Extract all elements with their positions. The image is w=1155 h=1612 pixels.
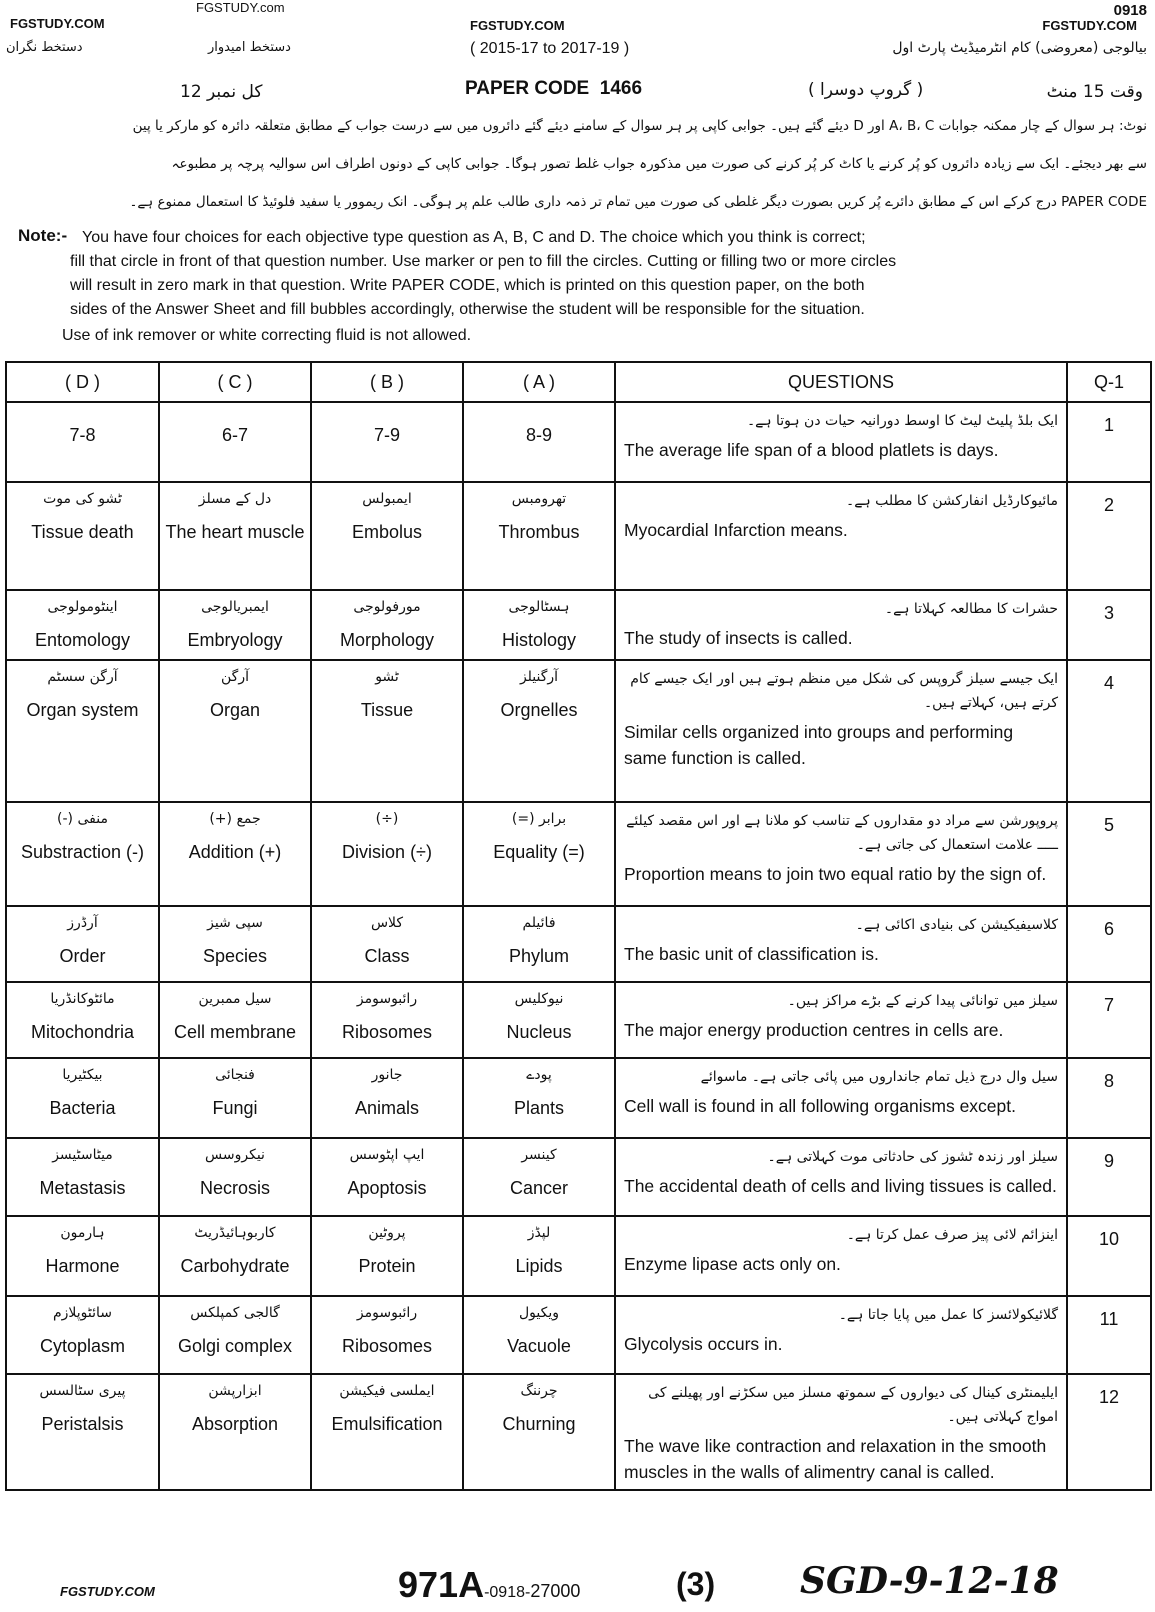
question-english: Cell wall is found in all following organisms except. (624, 1096, 1016, 1116)
option-d-cell (6, 1138, 159, 1216)
option-b-cell (311, 1374, 463, 1490)
option-a-cell (463, 1216, 615, 1296)
option-c-urdu: آرگن (221, 669, 249, 685)
option-d-text: Mitochondria (30, 1022, 135, 1042)
option-b-urdu: جانور (371, 1067, 403, 1083)
table-row (6, 402, 1151, 482)
option-a-urdu: برابر (=) (511, 811, 567, 827)
option-c-cell (159, 590, 311, 660)
option-a-text: Cancer (509, 1178, 569, 1198)
question-urdu: ایک جیسے سیلز گروپس کی شکل میں منظم ہوتے ہیں اور ایک جیسے کام کرتے ہیں، کہلاتے ہیں۔ (630, 671, 1058, 711)
option-d-urdu: اینٹومولوجی (47, 599, 118, 615)
urdu-note-line: نوٹ: ہر سوال کے چار ممکنہ جوابات A، B، C اور D دیئے گئے ہیں۔ جوابی کاپی پر ہر سوال کے سامنے دیئے گئے دائروں میں سے درست جواب کے مطابق متعلقہ دائرہ کو مارکر یا پین (132, 118, 1147, 134)
option-c-cell (159, 1138, 311, 1216)
option-a-urdu: آرگنیلز (519, 669, 559, 685)
table-row (6, 482, 1151, 590)
note-label: Note:- (18, 226, 68, 245)
question-english: Enzyme lipase acts only on. (624, 1254, 841, 1274)
question-english: The major energy production centres in cells are. (624, 1020, 1004, 1040)
option-a-text: Histology (501, 630, 577, 650)
title-urdu: بیالوجی (معروضی) کام انٹرمیڈیٹ پارٹ اول (892, 40, 1147, 56)
question-english: Glycolysis occurs in. (624, 1334, 783, 1354)
time: وقت 15 منٹ (1046, 82, 1143, 102)
option-c-text: Golgi complex (177, 1336, 293, 1356)
question-urdu: سیل وال درج ذیل تمام جانداروں میں پائی جاتی ہے۔ ماسوائے (700, 1069, 1058, 1085)
header-questions: QUESTIONS (615, 362, 1067, 402)
option-d-urdu: بیکٹیریا (62, 1067, 103, 1083)
option-c-text: Necrosis (199, 1178, 270, 1198)
question-english: Proportion means to join two equal ratio by the sign of. (624, 864, 1047, 884)
option-d-urdu: منفی (-) (57, 811, 108, 827)
option-b-urdu: مورفولوجی (353, 599, 421, 615)
option-b-text: Ribosomes (341, 1336, 433, 1356)
option-b-cell (311, 482, 463, 590)
option-a-urdu: ہسٹالوجی (508, 599, 570, 615)
question-cell (615, 1058, 1067, 1138)
option-d-urdu: آرگن سسٹم (47, 669, 118, 685)
option-d-text: 7-8 (69, 425, 96, 445)
table-row (6, 590, 1151, 660)
option-c-cell (159, 906, 311, 982)
option-a-cell (463, 1374, 615, 1490)
option-c-cell (159, 1216, 311, 1296)
question-cell (615, 402, 1067, 482)
option-b-text: Class (364, 946, 410, 966)
option-c-urdu: سیل ممبرین (198, 991, 272, 1007)
question-english: The average life span of a blood platlets is days. (624, 440, 999, 460)
footer-site: FGSTUDY.COM (60, 1584, 155, 1599)
note-line: fill that circle in front of that question number. Use marker or pen to fill the circles. Cutting or filling two or more circles (70, 253, 897, 270)
top-url: FGSTUDY.com (196, 0, 285, 15)
question-urdu: گلائیکولائسز کا عمل میں پایا جاتا ہے۔ (838, 1307, 1058, 1323)
table-row (6, 1374, 1151, 1490)
option-b-cell (311, 1296, 463, 1374)
paper-code: 1466 (599, 78, 643, 99)
option-a-text: Nucleus (506, 1022, 572, 1042)
option-c-urdu: دل کے مسلز (198, 491, 272, 507)
paper-code-label: PAPER CODE (465, 78, 590, 99)
option-d-urdu: آرڈرز (67, 915, 98, 931)
question-english: Myocardial Infarction means. (624, 520, 848, 540)
note-line: sides of the Answer Sheet and fill bubbles accordingly, otherwise the student will be responsible for the situation. (70, 301, 865, 318)
option-d-cell (6, 402, 159, 482)
option-b-text: Morphology (339, 630, 435, 650)
question-urdu: کلاسیفیکیشن کی بنیادی اکائی ہے۔ (855, 917, 1058, 933)
option-c-text: Absorption (191, 1414, 279, 1434)
option-c-text: Cell membrane (173, 1022, 297, 1042)
option-a-text: Plants (513, 1098, 565, 1118)
option-a-urdu: چرننگ (520, 1383, 558, 1399)
option-a-text: Vacuole (507, 1336, 571, 1356)
option-a-cell (463, 906, 615, 982)
session: ( 2015-17 to 2017-19 ) (470, 40, 630, 57)
watermark: FGSTUDY.COM (470, 18, 565, 33)
option-c-cell (159, 1058, 311, 1138)
option-a-cell (463, 660, 615, 802)
option-c-text: The heart muscle (165, 522, 305, 542)
option-b-text: Animals (354, 1098, 420, 1118)
question-number: 5 (1067, 802, 1151, 906)
header-option-c: ( C ) (159, 362, 311, 402)
question-urdu: سیلز میں توانائی پیدا کرنے کے بڑے مراکز ہیں۔ (787, 993, 1058, 1009)
footer-page: (3) (676, 1566, 716, 1602)
option-c-urdu: سپی شیز (207, 915, 263, 931)
option-d-text: Bacteria (49, 1098, 116, 1118)
option-d-cell (6, 660, 159, 802)
option-b-urdu: رائبوسومز (356, 991, 418, 1007)
option-a-cell (463, 802, 615, 906)
question-number: 3 (1067, 590, 1151, 660)
option-d-text: Peristalsis (41, 1414, 124, 1434)
footer-handwriting: SGD-9-12-18 (800, 1560, 1059, 1602)
option-c-urdu: گالجی کمپلکس (190, 1305, 280, 1321)
option-b-text: 7-9 (373, 425, 400, 445)
option-c-cell (159, 982, 311, 1058)
option-a-urdu: کینسر (521, 1147, 557, 1163)
question-english: Similar cells organized into groups and performing same function is called. (624, 722, 1014, 768)
option-a-cell (463, 982, 615, 1058)
option-d-text: Harmone (45, 1256, 120, 1276)
question-number: 10 (1067, 1216, 1151, 1296)
option-b-urdu: پروٹین (368, 1225, 406, 1241)
option-a-urdu: پودے (526, 1067, 552, 1083)
urdu-note-line: سے بھر دیجئے۔ ایک سے زیادہ دائروں کو پُر کرنے یا کاٹ کر پُر کرنے کی صورت میں مذکورہ جواب غلط تصور ہوگا۔ جوابی کاپی کے دونوں اطراف اس سوالیہ پرچہ پر مطبوعہ (171, 156, 1147, 172)
question-cell (615, 660, 1067, 802)
option-a-text: Phylum (508, 946, 570, 966)
option-d-cell (6, 1374, 159, 1490)
question-number: 9 (1067, 1138, 1151, 1216)
urdu-note-line: PAPER CODE درج کرکے اس کے مطابق دائرے پُر کریں بصورت دیگر غلطی کی صورت میں تمام تر ذمہ داری طالب علم پر ہوگی۔ انک ریموور یا سفید فلوئیڈ کا استعمال ممنوع ہے۔ (129, 194, 1147, 210)
option-a-cell (463, 1058, 615, 1138)
option-b-cell (311, 982, 463, 1058)
option-d-cell (6, 590, 159, 660)
option-b-cell (311, 802, 463, 906)
option-c-text: Fungi (212, 1098, 258, 1118)
option-d-urdu: پیری سٹالسس (39, 1383, 126, 1399)
option-a-text: Churning (502, 1414, 576, 1434)
table-row (6, 982, 1151, 1058)
option-c-urdu: کاربوہائیڈریٹ (194, 1225, 276, 1241)
table-row (6, 1138, 1151, 1216)
option-a-text: Equality (=) (493, 842, 585, 862)
option-d-cell (6, 482, 159, 590)
option-a-urdu: لپڈز (527, 1225, 551, 1241)
option-d-text: Metastasis (39, 1178, 126, 1198)
option-b-cell (311, 1058, 463, 1138)
option-d-urdu: میٹاسٹیسز (52, 1147, 113, 1163)
option-a-cell (463, 1138, 615, 1216)
question-cell (615, 982, 1067, 1058)
option-b-urdu: ایپ اپٹوسس (349, 1147, 425, 1163)
question-english: The accidental death of cells and living tissues is called. (624, 1176, 1057, 1196)
option-c-urdu: جمع (+) (209, 811, 261, 827)
table-header-row (6, 362, 1151, 402)
table-row (6, 660, 1151, 802)
option-b-urdu: ایمبولس (362, 491, 412, 507)
option-b-urdu: ایملسی فیکیشن (339, 1383, 435, 1399)
header-qno: Q-1 (1067, 362, 1151, 402)
option-d-cell (6, 802, 159, 906)
option-b-urdu: ٹشو (375, 669, 399, 685)
option-b-urdu: رائبوسومز (356, 1305, 418, 1321)
option-c-cell (159, 482, 311, 590)
question-cell (615, 590, 1067, 660)
question-cell (615, 1138, 1067, 1216)
option-b-cell (311, 906, 463, 982)
question-cell (615, 1296, 1067, 1374)
question-cell (615, 906, 1067, 982)
option-c-text: Organ (209, 700, 261, 720)
option-c-cell (159, 660, 311, 802)
option-d-urdu: ہارمون (60, 1225, 105, 1241)
question-urdu: حشرات کا مطالعہ کہلاتا ہے۔ (884, 601, 1058, 617)
questions-table (5, 361, 1152, 1491)
option-d-urdu: مائٹوکانڈریا (50, 991, 115, 1007)
question-english: The basic unit of classification is. (624, 944, 879, 964)
question-cell (615, 1374, 1067, 1490)
question-urdu: ایلیمنٹری کینال کی دیواروں کے سموتھ مسلز میں سکڑنے اور پھیلنے کی امواج کہلاتی ہیں۔ (648, 1385, 1058, 1425)
question-english: The wave like contraction and relaxation in the smooth muscles in the walls of alimentry canal is called. (624, 1436, 1047, 1482)
table-row (6, 1058, 1151, 1138)
note-line: Use of ink remover or white correcting fluid is not allowed. (62, 327, 472, 344)
table-row (6, 1216, 1151, 1296)
option-b-cell (311, 1216, 463, 1296)
option-c-text: Species (202, 946, 268, 966)
option-d-cell (6, 1296, 159, 1374)
option-a-cell (463, 482, 615, 590)
option-a-urdu: فائیلم (522, 915, 556, 931)
option-c-cell (159, 802, 311, 906)
table-row (6, 802, 1151, 906)
question-number: 11 (1067, 1296, 1151, 1374)
option-c-text: Addition (+) (188, 842, 282, 862)
note-line: will result in zero mark in that question. Write PAPER CODE, which is printed on this question paper, on the both (70, 277, 865, 294)
question-number: 2 (1067, 482, 1151, 590)
option-a-cell (463, 590, 615, 660)
option-c-cell (159, 402, 311, 482)
option-d-cell (6, 1058, 159, 1138)
option-d-text: Cytoplasm (39, 1336, 126, 1356)
footer-code (398, 1564, 580, 1606)
option-b-cell (311, 1138, 463, 1216)
question-english: The study of insects is called. (624, 628, 853, 648)
option-a-text: 8-9 (525, 425, 552, 445)
option-a-urdu: تھرومبس (511, 491, 567, 507)
option-c-urdu: نیکروسس (205, 1147, 265, 1163)
table-row (6, 906, 1151, 982)
option-a-text: Lipids (515, 1256, 563, 1276)
header-option-b: ( B ) (311, 362, 463, 402)
total-marks: کل نمبر 12 (180, 82, 263, 102)
question-urdu: سیلز اور زندہ ٹشوز کی حادثاتی موت کہلاتی ہے۔ (767, 1149, 1058, 1165)
footer-code-big: 971A (398, 1564, 485, 1605)
candidate-sign: دستخط امیدوار (208, 40, 291, 55)
option-d-text: Organ system (26, 700, 139, 720)
option-d-cell (6, 982, 159, 1058)
option-a-urdu: نیوکلیس (514, 991, 564, 1007)
superintendent-sign: دستخط نگران (6, 40, 83, 55)
watermark: FGSTUDY.COM (1042, 18, 1137, 33)
option-b-text: Protein (358, 1256, 416, 1276)
option-a-text: Thrombus (498, 522, 580, 542)
option-b-text: Apoptosis (347, 1178, 427, 1198)
table-row (6, 1296, 1151, 1374)
question-urdu: ایک بلڈ پلیٹ لیٹ کا اوسط دورانیہ حیات دن ہوتا ہے۔ (746, 413, 1058, 429)
option-b-text: Embolus (351, 522, 423, 542)
paper-code-heading (465, 78, 642, 100)
option-d-urdu: ٹشو کی موت (43, 491, 122, 507)
option-d-text: Order (59, 946, 106, 966)
header-option-d: ( D ) (6, 362, 159, 402)
option-d-text: Entomology (34, 630, 131, 650)
option-a-text: Orgnelles (500, 700, 578, 720)
option-c-cell (159, 1374, 311, 1490)
option-b-urdu: (÷) (375, 811, 399, 827)
option-d-text: Tissue death (31, 522, 134, 542)
question-number: 4 (1067, 660, 1151, 802)
option-b-text: Ribosomes (341, 1022, 433, 1042)
question-number: 12 (1067, 1374, 1151, 1490)
header-option-a: ( A ) (463, 362, 615, 402)
option-c-text: Carbohydrate (180, 1256, 290, 1276)
option-a-cell (463, 1296, 615, 1374)
option-c-urdu: ابزارپشن (208, 1383, 262, 1399)
option-b-cell (311, 590, 463, 660)
option-d-urdu: سائٹوپلازم (52, 1305, 113, 1321)
question-number: 6 (1067, 906, 1151, 982)
code-top: 0918 (1113, 2, 1147, 19)
group: ( گروپ دوسرا ) (808, 80, 924, 100)
option-b-urdu: کلاس (370, 915, 404, 931)
option-b-cell (311, 660, 463, 802)
option-c-urdu: فنجائی (215, 1067, 255, 1083)
option-b-text: Division (÷) (342, 842, 432, 862)
footer-code-small: -0918- (484, 1584, 531, 1601)
question-number: 7 (1067, 982, 1151, 1058)
question-cell (615, 802, 1067, 906)
option-a-cell (463, 402, 615, 482)
option-a-urdu: ویکیول (518, 1305, 560, 1321)
footer-count: 27000 (530, 1581, 581, 1601)
question-urdu: پروپورشن سے مراد دو مقداروں کے تناسب کو ملانا ہے اور اس مقصد کیلئے ـــــ علامت استعمال کی جاتی ہے۔ (626, 813, 1058, 853)
question-cell (615, 1216, 1067, 1296)
option-c-text: Embryology (187, 630, 283, 650)
option-c-text: 6-7 (221, 425, 248, 445)
question-number: 8 (1067, 1058, 1151, 1138)
watermark: FGSTUDY.COM (10, 16, 105, 31)
question-urdu: اینزائم لائی پیز صرف عمل کرتا ہے۔ (846, 1227, 1058, 1243)
option-b-cell (311, 402, 463, 482)
note-line: You have four choices for each objective type question as A, B, C and D. The choice which you think is correct; (82, 229, 866, 246)
option-c-urdu: ایمبریالوجی (201, 599, 269, 615)
option-c-cell (159, 1296, 311, 1374)
question-number: 1 (1067, 402, 1151, 482)
question-urdu: مائیوکارڈیل انفارکشن کا مطلب ہے۔ (846, 493, 1058, 509)
option-b-text: Tissue (360, 700, 414, 720)
option-d-cell (6, 1216, 159, 1296)
option-b-text: Emulsification (331, 1414, 443, 1434)
option-d-text: Substraction (-) (20, 842, 145, 862)
question-cell (615, 482, 1067, 590)
option-d-cell (6, 906, 159, 982)
